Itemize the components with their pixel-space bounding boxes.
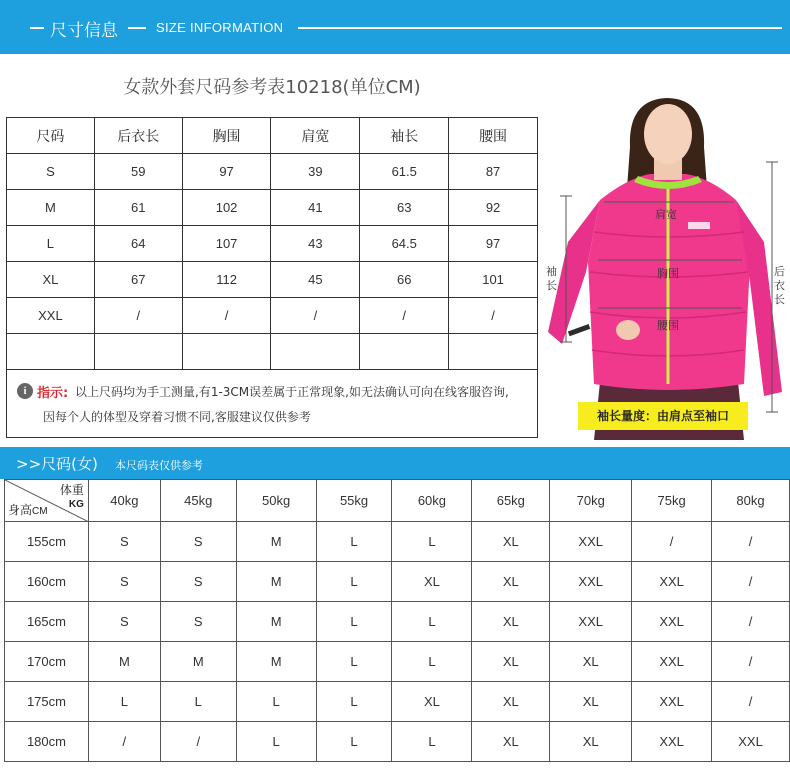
- height-cell: 165cm: [5, 602, 89, 642]
- weight-header-cell: 75kg: [632, 480, 712, 522]
- weight-header-cell: 80kg: [712, 480, 790, 522]
- table-cell: 41: [271, 190, 360, 226]
- table-cell: XXL: [632, 722, 712, 762]
- table-cell: M: [236, 522, 316, 562]
- size-table: [6, 117, 538, 370]
- waist-label: 腰围: [657, 319, 679, 332]
- table-cell: [360, 334, 449, 370]
- size-chart-title: 女款外套尺码参考表10218(单位CM): [123, 77, 421, 98]
- table-cell: /: [712, 602, 790, 642]
- table-cell: 66: [360, 262, 449, 298]
- table-cell: S: [160, 562, 236, 602]
- table-cell: XXL: [550, 522, 632, 562]
- header-cell-chest: 胸围: [182, 118, 271, 154]
- table-cell: XL: [550, 642, 632, 682]
- corner-cm-text: CM: [32, 506, 48, 517]
- table-row: [5, 682, 790, 722]
- table-cell: 87: [449, 154, 538, 190]
- header-cell-shoulder: 肩宽: [271, 118, 360, 154]
- sleeve-side-label: 袖长: [546, 265, 557, 292]
- table-cell: S: [88, 562, 160, 602]
- table-cell: /: [94, 298, 182, 334]
- table-cell: /: [712, 642, 790, 682]
- table-cell: XXL: [632, 642, 712, 682]
- weight-header-cell: 50kg: [236, 480, 316, 522]
- fit-section-title: >>尺码(女): [16, 455, 98, 473]
- table-cell: XXL: [550, 602, 632, 642]
- table-cell: M: [236, 562, 316, 602]
- table-cell: XXL: [550, 562, 632, 602]
- table-cell: XL: [550, 722, 632, 762]
- back-length-label: 后衣长: [774, 265, 785, 306]
- table-cell: L: [392, 642, 472, 682]
- table-cell: L: [316, 682, 392, 722]
- table-cell: XL: [472, 562, 550, 602]
- fit-section-bar: [0, 447, 790, 479]
- table-cell: L: [88, 682, 160, 722]
- table-cell: S: [7, 154, 95, 190]
- table-cell: L: [316, 602, 392, 642]
- table-cell: [271, 334, 360, 370]
- table-cell: L: [392, 602, 472, 642]
- header-en-title: SIZE INFORMATION: [156, 20, 284, 35]
- weight-header-cell: 40kg: [88, 480, 160, 522]
- weight-header-cell: 60kg: [392, 480, 472, 522]
- table-cell: M: [7, 190, 95, 226]
- table-cell: S: [160, 522, 236, 562]
- table-cell: XL: [550, 682, 632, 722]
- note-label: 指示:: [37, 386, 69, 401]
- table-cell: S: [88, 602, 160, 642]
- note-box: [6, 369, 538, 438]
- table-cell: 59: [94, 154, 182, 190]
- table-cell: /: [271, 298, 360, 334]
- chest-label: 胸围: [657, 267, 679, 280]
- table-cell: 64.5: [360, 226, 449, 262]
- size-table-header: [7, 118, 538, 154]
- weight-header-cell: 65kg: [472, 480, 550, 522]
- table-cell: XL: [472, 682, 550, 722]
- table-row: [7, 226, 538, 262]
- table-cell: 39: [271, 154, 360, 190]
- table-cell: XL: [392, 562, 472, 602]
- table-row: [5, 602, 790, 642]
- table-cell: L: [7, 226, 95, 262]
- table-cell: L: [160, 682, 236, 722]
- height-cell: 170cm: [5, 642, 89, 682]
- table-cell: 97: [449, 226, 538, 262]
- sleeve-measure-tag: 袖长量度：由肩点至袖口: [578, 402, 748, 430]
- corner-height: [8, 501, 48, 518]
- table-cell: 61.5: [360, 154, 449, 190]
- weight-header-cell: 45kg: [160, 480, 236, 522]
- table-row: [7, 154, 538, 190]
- table-cell: L: [392, 722, 472, 762]
- table-row: [7, 334, 538, 370]
- height-cell: 160cm: [5, 562, 89, 602]
- table-cell: L: [316, 722, 392, 762]
- header-line-left: [30, 27, 44, 29]
- table-cell: XXL: [7, 298, 95, 334]
- table-cell: 101: [449, 262, 538, 298]
- table-cell: 97: [182, 154, 271, 190]
- table-cell: XL: [472, 642, 550, 682]
- table-row: [5, 642, 790, 682]
- table-cell: /: [712, 522, 790, 562]
- table-cell: L: [316, 562, 392, 602]
- fit-section-subtitle: 本尺码表仅供参考: [115, 459, 203, 472]
- table-cell: /: [360, 298, 449, 334]
- corner-height-text: 身高: [8, 503, 33, 517]
- table-cell: XXL: [632, 602, 712, 642]
- header-line-right: [298, 27, 782, 29]
- table-cell: M: [236, 602, 316, 642]
- table-cell: [7, 334, 95, 370]
- table-cell: L: [236, 682, 316, 722]
- table-cell: L: [392, 522, 472, 562]
- table-cell: 64: [94, 226, 182, 262]
- header-cell-waist: 腰围: [449, 118, 538, 154]
- table-cell: 43: [271, 226, 360, 262]
- table-cell: 67: [94, 262, 182, 298]
- height-cell: 180cm: [5, 722, 89, 762]
- table-cell: XL: [472, 522, 550, 562]
- header-bar: [0, 0, 790, 54]
- note-line-1: 以上尺码均为手工测量,有1-3CM误差属于正常现象,如无法确认可向在线客服咨询,: [75, 385, 509, 399]
- table-cell: /: [712, 682, 790, 722]
- table-cell: 63: [360, 190, 449, 226]
- table-cell: /: [160, 722, 236, 762]
- table-cell: XL: [392, 682, 472, 722]
- header-line-mid: [128, 27, 146, 29]
- table-row: [7, 190, 538, 226]
- table-cell: 61: [94, 190, 182, 226]
- note-line-2: 因每个人的体型及穿着习惯不同,客服建议仅供参考: [43, 410, 311, 424]
- table-cell: 107: [182, 226, 271, 262]
- table-cell: /: [712, 562, 790, 602]
- table-cell: XL: [472, 722, 550, 762]
- fit-table: [4, 479, 790, 762]
- table-cell: XL: [472, 602, 550, 642]
- table-cell: S: [88, 522, 160, 562]
- table-row: [5, 522, 790, 562]
- table-cell: XL: [7, 262, 95, 298]
- height-cell: 155cm: [5, 522, 89, 562]
- table-cell: XXL: [712, 722, 790, 762]
- table-cell: M: [160, 642, 236, 682]
- table-cell: 92: [449, 190, 538, 226]
- table-cell: XXL: [632, 682, 712, 722]
- table-row: [5, 722, 790, 762]
- table-cell: XXL: [632, 562, 712, 602]
- table-cell: /: [182, 298, 271, 334]
- table-row: [5, 562, 790, 602]
- table-cell: S: [160, 602, 236, 642]
- weight-header-cell: 70kg: [550, 480, 632, 522]
- table-row: [7, 262, 538, 298]
- table-cell: 102: [182, 190, 271, 226]
- table-cell: /: [88, 722, 160, 762]
- table-cell: M: [88, 642, 160, 682]
- fit-table-header: [5, 480, 790, 522]
- header-cell-sleeve: 袖长: [360, 118, 449, 154]
- table-cell: /: [449, 298, 538, 334]
- corner-kg-text: KG: [68, 499, 84, 510]
- table-cell: L: [236, 722, 316, 762]
- table-row: [7, 298, 538, 334]
- table-cell: L: [316, 522, 392, 562]
- table-cell: 45: [271, 262, 360, 298]
- table-cell: L: [316, 642, 392, 682]
- header-cn-title: 尺寸信息: [50, 21, 118, 41]
- table-cell: M: [236, 642, 316, 682]
- fit-table-corner: [5, 480, 89, 522]
- height-cell: 175cm: [5, 682, 89, 722]
- table-cell: [449, 334, 538, 370]
- header-cell-size: 尺码: [7, 118, 95, 154]
- shoulder-label: 肩宽: [655, 208, 677, 221]
- corner-weight-text: 体重: [59, 483, 84, 497]
- corner-weight: [60, 484, 84, 511]
- table-cell: /: [632, 522, 712, 562]
- info-icon: i: [17, 383, 33, 399]
- table-cell: [182, 334, 271, 370]
- table-cell: 112: [182, 262, 271, 298]
- header-cell-back-length: 后衣长: [94, 118, 182, 154]
- weight-header-cell: 55kg: [316, 480, 392, 522]
- table-cell: [94, 334, 182, 370]
